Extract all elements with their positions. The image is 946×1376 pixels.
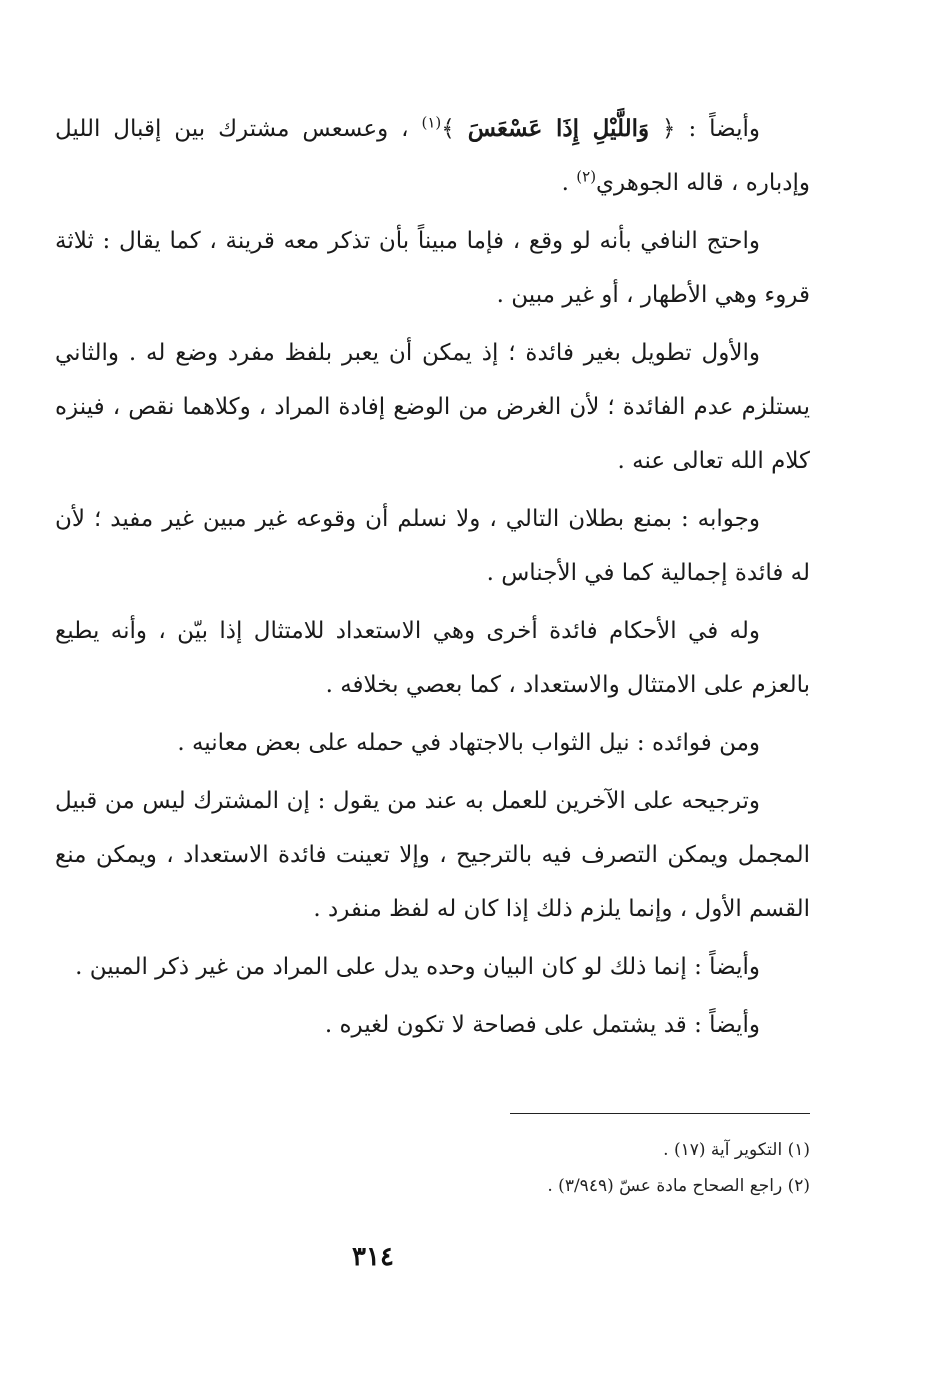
paragraph-7 [55, 774, 810, 936]
paragraph-1-prefix: وأيضاً : ﴿ [649, 116, 760, 142]
paragraph-6-text: ومن فوائده : نيل الثواب بالاجتهاد في حمله على بعض معانيه . [177, 730, 760, 756]
footnote-1: (١) التكوير آية (١٧) . [663, 1140, 810, 1160]
footnote-divider [510, 1113, 810, 1114]
page-number: ٣١٤ [352, 1242, 394, 1272]
paragraph-9 [55, 998, 810, 1052]
paragraph-8 [55, 940, 810, 994]
paragraph-7-text: وترجيحه على الآخرين للعمل به عند من يقول : إن المشترك ليس من قبيل المجمل ويمكن التصرف فيه بالترجيح ، وإلا تعينت فائدة الاستعداد ، ويمكن منع القسم الأول ، وإنما يلزم ذلك إذا كان له لفظ منفرد . [55, 788, 810, 922]
paragraph-9-text: وأيضاً : قد يشتمل على فصاحة لا تكون لغيره . [324, 1012, 760, 1038]
paragraph-1 [55, 102, 810, 210]
paragraph-1-end: . [561, 170, 577, 196]
footnote-ref-2[interactable]: (٢) [576, 167, 597, 186]
quran-close-bracket: ﴾ [441, 116, 468, 142]
paragraph-2-text: واحتج النافي بأنه لو وقع ، فإما مبيناً بأن تذكر معه قرينة ، كما يقال : ثلاثة قروء وهي الأطهار ، أو غير مبين . [55, 228, 810, 308]
footnote-ref-1[interactable]: (١) [421, 113, 442, 132]
footnotes [110, 1132, 810, 1204]
paragraph-1-body: ، وعسعس مشترك بين إقبال الليل وإدباره ، قاله الجوهري [55, 116, 810, 196]
footnote-2: (٢) راجع الصحاح مادة عسّ (٣/٩٤٩) . [547, 1176, 810, 1196]
paragraph-5-text: وله في الأحكام فائدة أخرى وهي الاستعداد للامتثال إذا بيّن ، وأنه يطيع بالعزم على الامتثال والاستعداد ، كما بعصي بخلافه . [55, 618, 810, 698]
paragraph-6 [55, 716, 810, 770]
paragraph-3 [55, 326, 810, 488]
paragraph-5 [55, 604, 810, 712]
paragraph-4-text: وجوابه : بمنع بطلان التالي ، ولا نسلم أن وقوعه غير مبين غير مفيد ؛ لأن له فائدة إجمالية كما في الأجناس . [55, 506, 810, 586]
paragraph-4 [55, 492, 810, 600]
paragraph-3-text: والأول تطويل بغير فائدة ؛ إذ يمكن أن يعبر بلفظ مفرد وضع له . والثاني يستلزم عدم الفائدة ؛ لأن الغرض من الوضع إفادة المراد ، وكلاهما نقص ، فينزه كلام الله تعالى عنه . [55, 340, 810, 474]
quran-verse: وَاللَّيْلِ إِذَا عَسْعَسَ [467, 115, 650, 142]
paragraph-2 [55, 214, 810, 322]
main-text [55, 102, 810, 1056]
paragraph-8-text: وأيضاً : إنما ذلك لو كان البيان وحده يدل على المراد من غير ذكر المبين . [75, 954, 760, 980]
